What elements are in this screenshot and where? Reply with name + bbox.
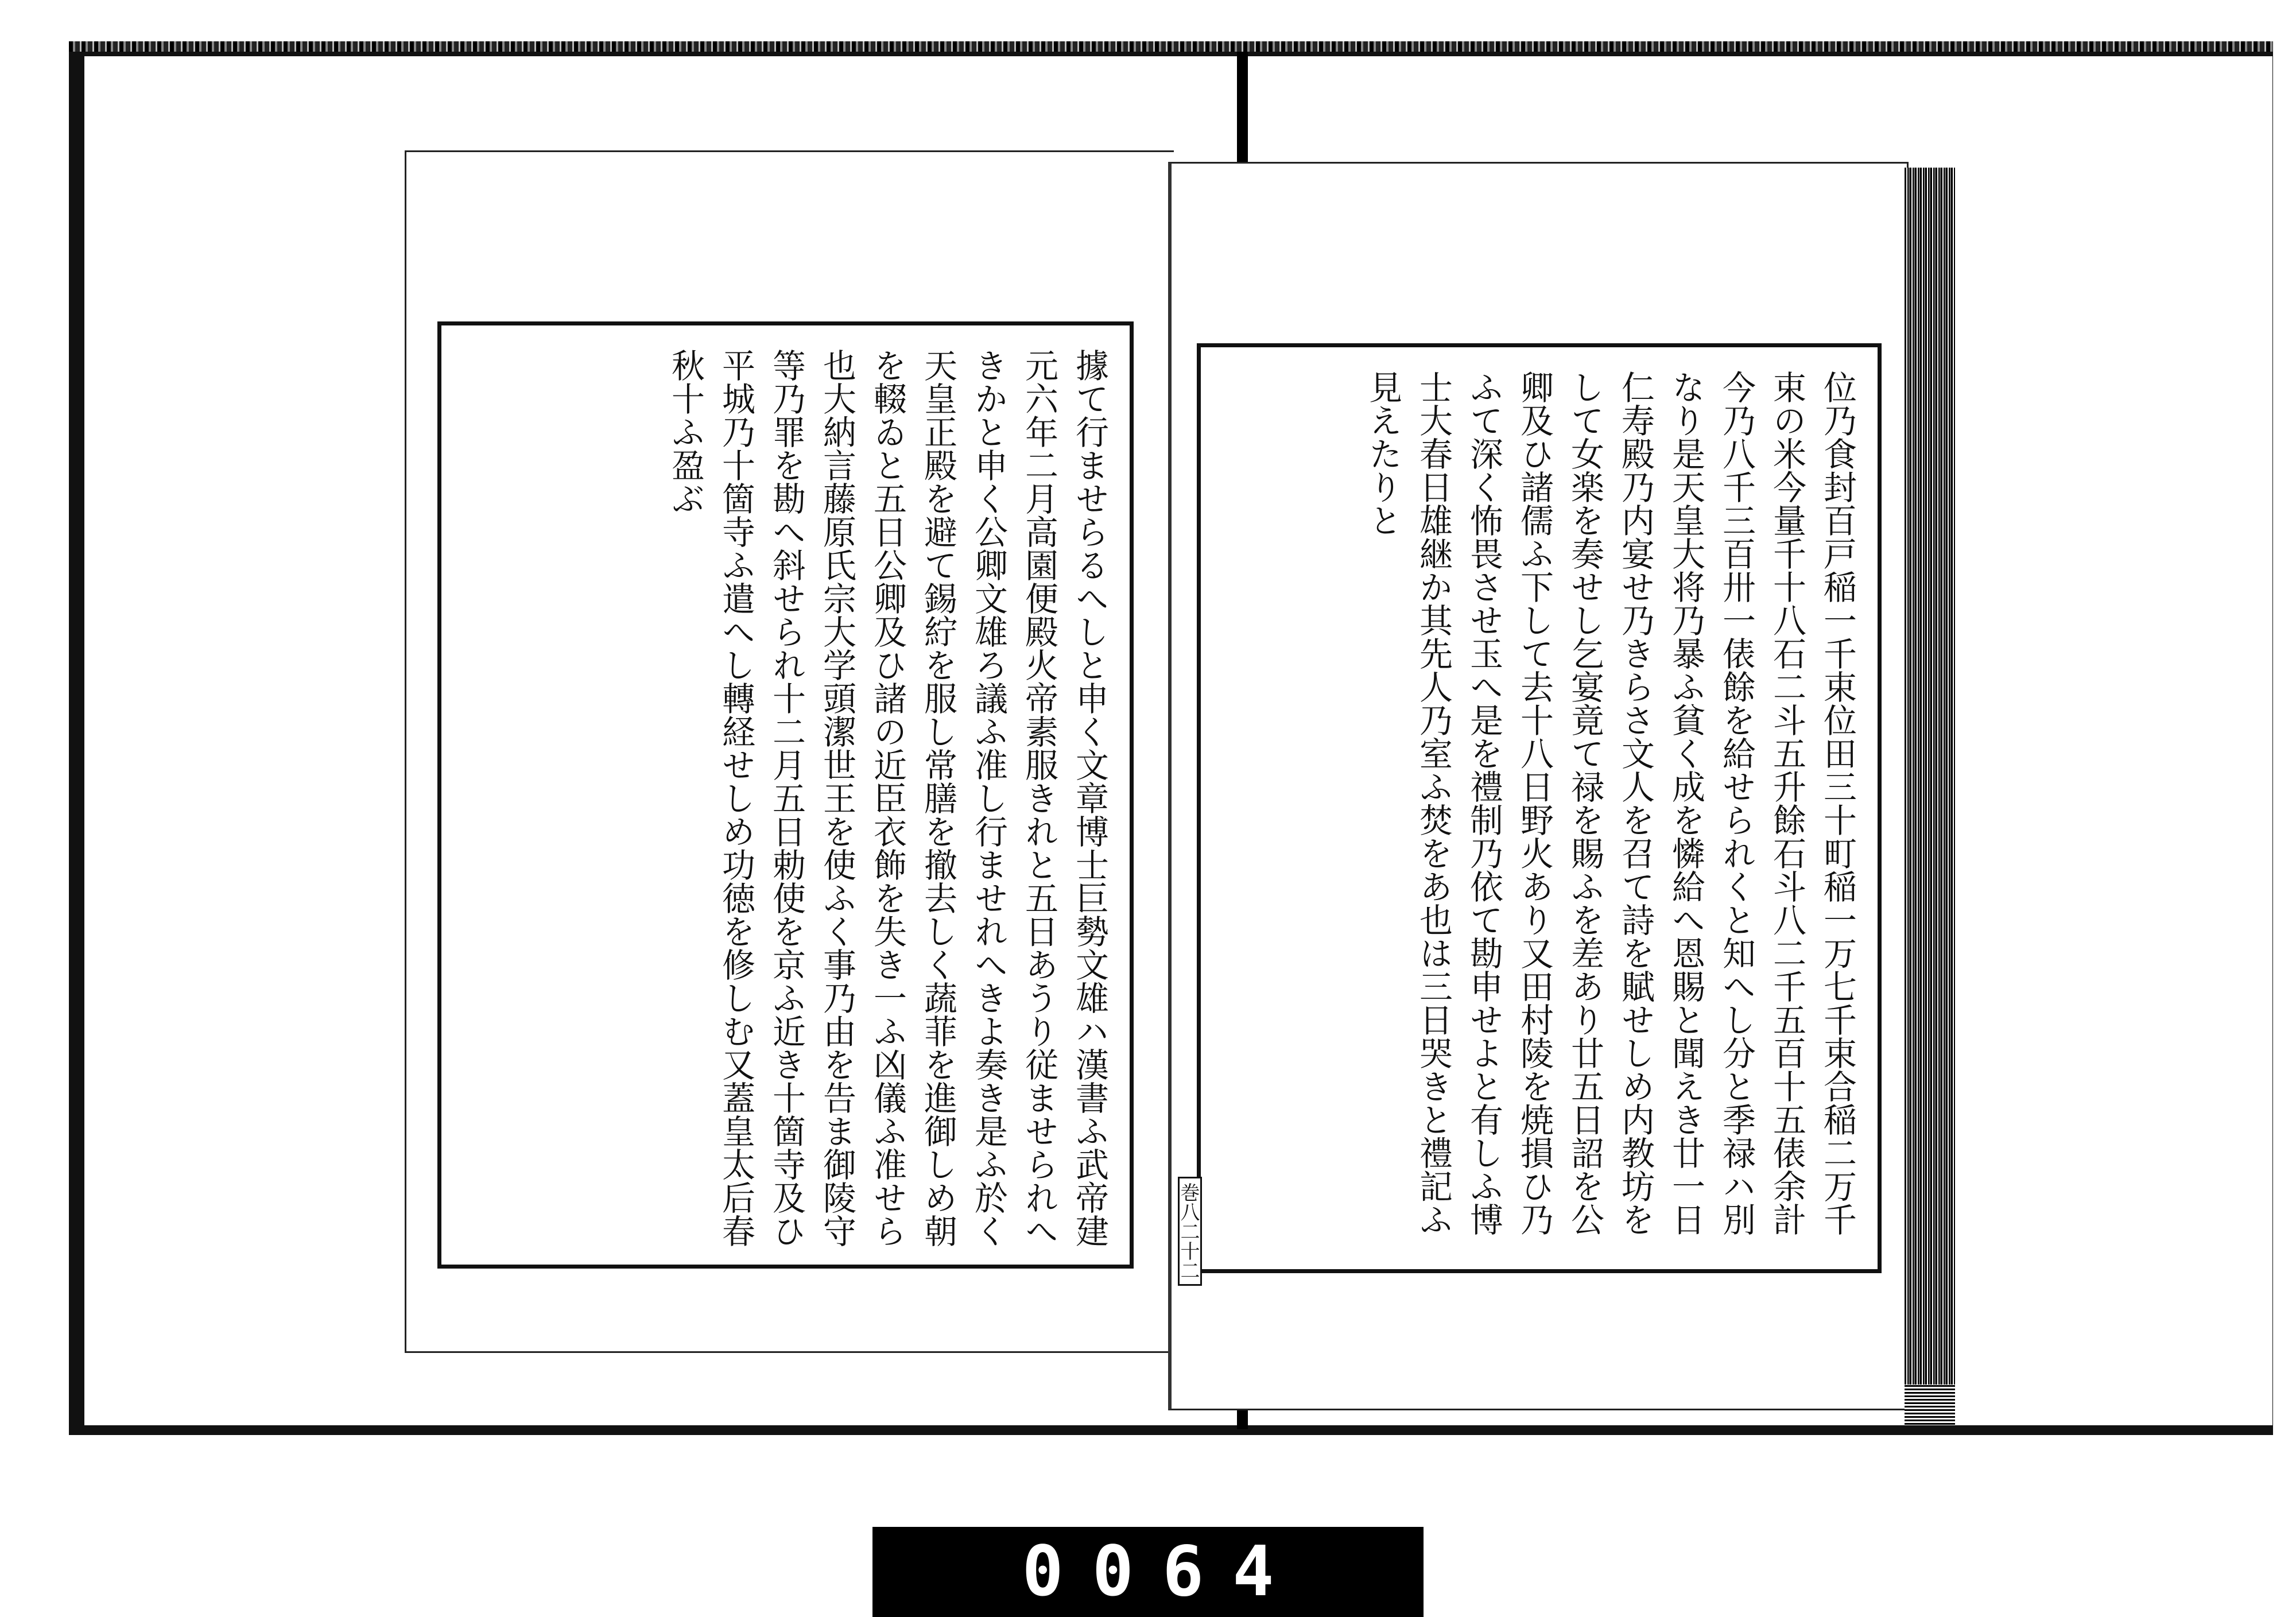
page-edge-bottom xyxy=(1905,1385,1955,1425)
left-page-text: 據て行ませらるへしと申く文章博士巨勢文雄ハ漢書ふ武帝建元六年二月高園便殿火帝素服きれと五日あうり従ませられへきかと申く公卿文雄ろ議ふ准し行ませれへきよ奏き是ふ於く天皇正殿を避て錫紵を服し常膳を撤去しく蔬菲を進御しめ朝を輟ゐと五日公卿及ひ諸の近臣衣飾を失き一ふ凶儀ふ准せら也大納言藤原氏宗大学頭潔世王を使ふく事乃由を告ま御陵守等乃罪を勘へ斜せられ十二月五日勅使を京ふ近き十箇寺及ひ平城乃十箇寺ふ遣へし轉経せしめ功徳を修しむ又蓋皇太后春秋十ふ盈ぶ xyxy=(666,348,1109,1247)
frame-number: 0064 xyxy=(1022,1531,1303,1612)
right-text-block xyxy=(1197,343,1882,1273)
right-page-text: 位乃食封百戸稲一千束位田三十町稲一万七千束合稲二万千束の米今量千十八石二斗五升餘石斗八二千五百十五俵余計今乃八千三百卅一俵餘を給せられくと知へし分と季禄ハ別なり是天皇大将乃暴ふ貧く成を憐給へ恩賜と聞えき廿一日仁寿殿乃内宴せ乃きらさ文人を召て詩を賦せしめ内教坊をして女楽を奏せし乞宴竟て禄を賜ふを差あり廿五日詔を公卿及ひ諸儒ふ下して去十八日野火あり又田村陵を焼損ひ乃ふて深く怖畏させ玉へ是を禮制乃依て勘申せよと有しふ博士大春日雄継か其先人乃室ふ焚をあ也は三日哭きと禮記ふ見えたりと xyxy=(1363,370,1857,1236)
folio-number: 巻八二十二 xyxy=(1178,1177,1202,1286)
frame-number-stamp xyxy=(872,1527,1424,1617)
left-text-block xyxy=(437,321,1134,1269)
page-edge-stack xyxy=(1905,168,1955,1385)
